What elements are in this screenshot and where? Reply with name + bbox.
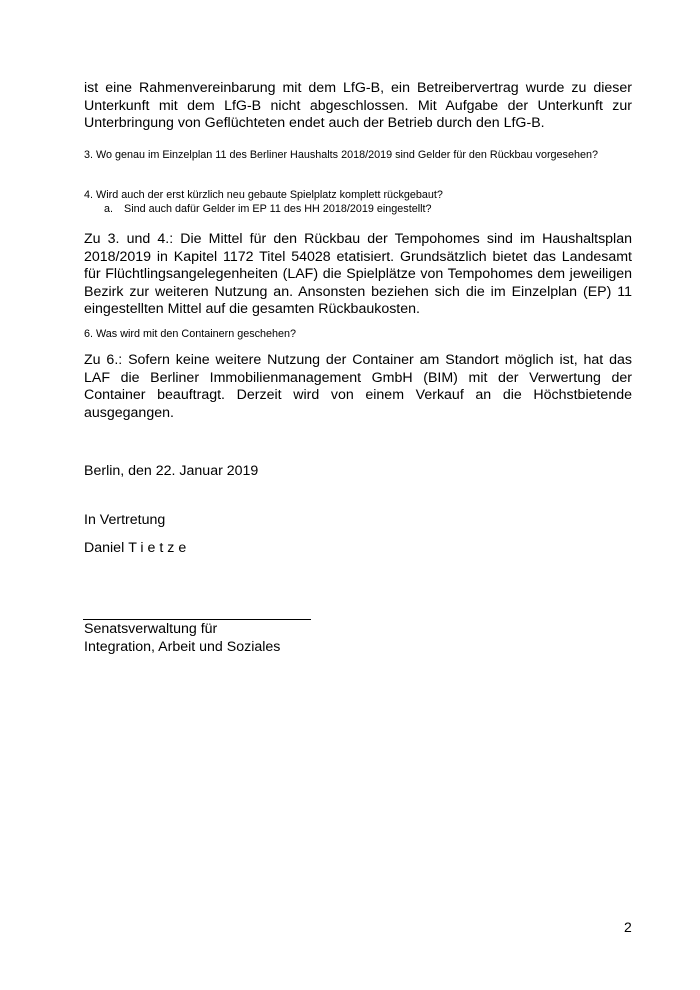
answer-6: Zu 6.: Sofern keine weitere Nutzung der Container am Standort möglich ist, hat das LAF die Berliner Immobilienmanagement GmbH (BIM) mit der Verwertung der Container beauftragt. Derzeit wird von einem Verkauf an die Höchstbietende ausgegangen. bbox=[84, 352, 632, 421]
question-4a-marker: a. bbox=[104, 203, 114, 215]
question-3: 3. Wo genau im Einzelplan 11 des Berliner Haushalts 2018/2019 sind Gelder für den Rückbau vorgesehen? bbox=[84, 149, 598, 161]
representation-note: In Vertretung bbox=[84, 512, 166, 528]
authority-line-2: Integration, Arbeit und Soziales bbox=[84, 639, 281, 655]
page-number: 2 bbox=[624, 919, 632, 935]
paragraph-operator-agreement: ist eine Rahmenvereinbarung mit dem LfG-B, ein Betreibervertrag wurde zu dieser Unterkunft mit dem LfG-B nicht abgeschlossen. Mit Aufgabe der Unterkunft zur Unterbringung von Geflüchteten endet auch der Betrieb durch den LfG-B. bbox=[84, 80, 632, 131]
question-6: 6. Was wird mit den Containern geschehen? bbox=[84, 328, 297, 340]
signer-first-name: Daniel bbox=[84, 540, 125, 556]
authority-line-1: Senatsverwaltung für bbox=[84, 621, 218, 637]
signature-line bbox=[83, 619, 311, 620]
question-4a bbox=[104, 203, 432, 217]
question-4a-text: Sind auch dafür Gelder im EP 11 des HH 2018/2019 eingestellt? bbox=[124, 203, 432, 215]
question-4: 4. Wird auch der erst kürzlich neu gebaute Spielplatz komplett rückgebaut? bbox=[84, 189, 443, 201]
signer-name bbox=[84, 540, 632, 558]
answer-3-and-4: Zu 3. und 4.: Die Mittel für den Rückbau der Tempohomes sind im Haushaltsplan 2018/2019 in Kapitel 1172 Titel 54028 etatisiert. Grundsätzlich bietet das Landesamt für Flüchtlingsangelegenheiten (LAF) die Spielplätze von Tempohomes dem jeweiligen Bezirk zur weiteren Nutzung an. Ansonsten beziehen sich die im Einzelplan (EP) 11 eingestellten Mittel auf die gesamten Rückbaukosten. bbox=[84, 231, 632, 317]
signer-last-name: Tietze bbox=[128, 540, 191, 556]
place-and-date: Berlin, den 22. Januar 2019 bbox=[84, 463, 259, 479]
